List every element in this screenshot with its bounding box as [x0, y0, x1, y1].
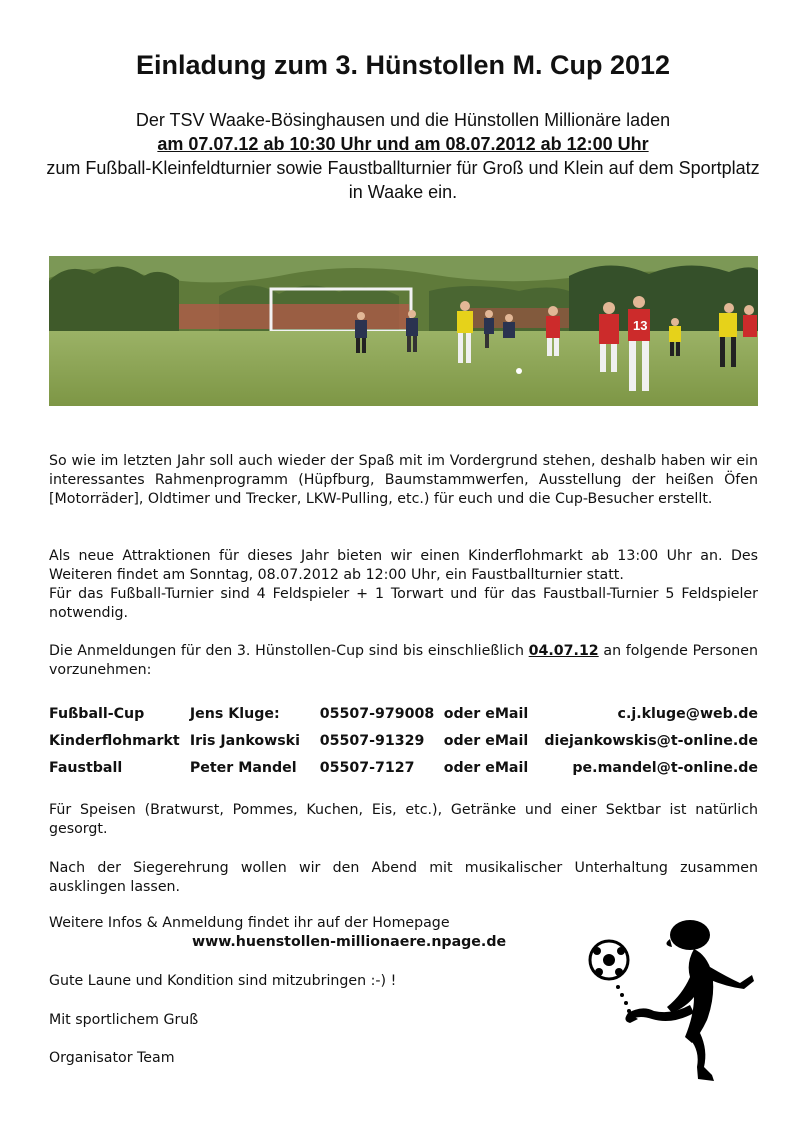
- contact-category: Kinderflohmarkt: [49, 732, 180, 749]
- paragraph-attractions-1: Als neue Attraktionen für dieses Jahr bieten wir einen Kinderflohmarkt ab 13:00 Uhr an. Des Weiteren findet am Sonntag, 08.07.2012 ab 12:00 Uhr, ein Faustballturnier statt.: [49, 548, 758, 583]
- homepage-label: Weitere Infos & Anmeldung findet ihr auf der Homepage: [49, 915, 450, 931]
- paragraph-program: So wie im letzten Jahr soll auch wieder der Spaß mit im Vordergrund stehen, deshalb haben wir ein interessantes Rahmenprogramm (Hüpfburg, Baumstammwerfen, Ausstellung der heißen Öfen [Motorräder], Oldtimer und Trecker, LKW-Pulling, etc.) für euch und die Cup-Besucher erstellt.: [49, 453, 758, 507]
- contact-or: oder eMail: [443, 732, 529, 749]
- paragraph-attractions: [49, 547, 758, 623]
- contact-email: diejankowskis@t-online.de: [544, 732, 758, 749]
- contacts-table: [49, 700, 758, 781]
- contact-name: Jens Kluge:: [189, 705, 280, 722]
- contact-name: Iris Jankowski: [189, 732, 300, 749]
- contact-name: Peter Mandel: [189, 759, 297, 776]
- contact-phone: 05507-7127: [319, 759, 415, 776]
- contact-email: c.j.kluge@web.de: [617, 705, 758, 722]
- contact-or: oder eMail: [443, 759, 529, 776]
- intro-line-1: Der TSV Waake-Bösinghausen und die Hünstollen Millionäre laden: [135, 110, 671, 130]
- soccer-player-icon: [582, 915, 766, 1085]
- paragraph-music: Nach der Siegerehrung wollen wir den Abend mit musikalischer Unterhaltung zusammen ausklingen lassen.: [49, 860, 758, 895]
- intro-block: [40, 108, 766, 204]
- contact-phone: 05507-979008: [319, 705, 435, 722]
- closing-signature: Organisator Team: [49, 1050, 175, 1066]
- contact-phone: 05507-91329: [319, 732, 425, 749]
- page-title: Einladung zum 3. Hünstollen M. Cup 2012: [135, 50, 671, 80]
- intro-line-3: zum Fußball-Kleinfeldturnier sowie Faustballturnier für Groß und Klein auf dem Sportplatz in Waake ein.: [46, 158, 760, 202]
- soccer-field-photo: [49, 256, 758, 406]
- paragraph-registration: [49, 642, 758, 680]
- contact-or: oder eMail: [443, 705, 529, 722]
- closing-greeting: Mit sportlichem Gruß: [49, 1012, 199, 1028]
- table-row: [49, 700, 758, 727]
- paragraph-food: Für Speisen (Bratwurst, Pommes, Kuchen, Eis, etc.), Getränke und einer Sektbar ist natürlich gesorgt.: [49, 802, 758, 837]
- jersey-number: 13: [633, 318, 648, 333]
- registration-text-after: an folgende Personen vorzunehmen:: [49, 643, 758, 678]
- registration-deadline: 04.07.12: [528, 643, 599, 659]
- soccer-ball-icon: [590, 941, 628, 979]
- registration-text-before: Die Anmeldungen für den 3. Hünstollen-Cup sind bis einschließlich: [49, 643, 529, 659]
- homepage-link[interactable]: www.huenstollen-millionaere.npage.de: [192, 934, 507, 950]
- contact-category: Fußball-Cup: [49, 705, 145, 722]
- table-row: [49, 727, 758, 754]
- closing-mood: Gute Laune und Kondition sind mitzubringen :-) !: [49, 973, 397, 989]
- contact-category: Faustball: [49, 759, 123, 776]
- table-row: [49, 754, 758, 781]
- paragraph-attractions-2: Für das Fußball-Turnier sind 4 Feldspieler + 1 Torwart und für das Faustball-Turnier 5 Feldspieler notwendig.: [49, 586, 758, 621]
- contact-email: pe.mandel@t-online.de: [572, 759, 758, 776]
- event-dates: am 07.07.12 ab 10:30 Uhr und am 08.07.2012 ab 12:00 Uhr: [157, 134, 649, 154]
